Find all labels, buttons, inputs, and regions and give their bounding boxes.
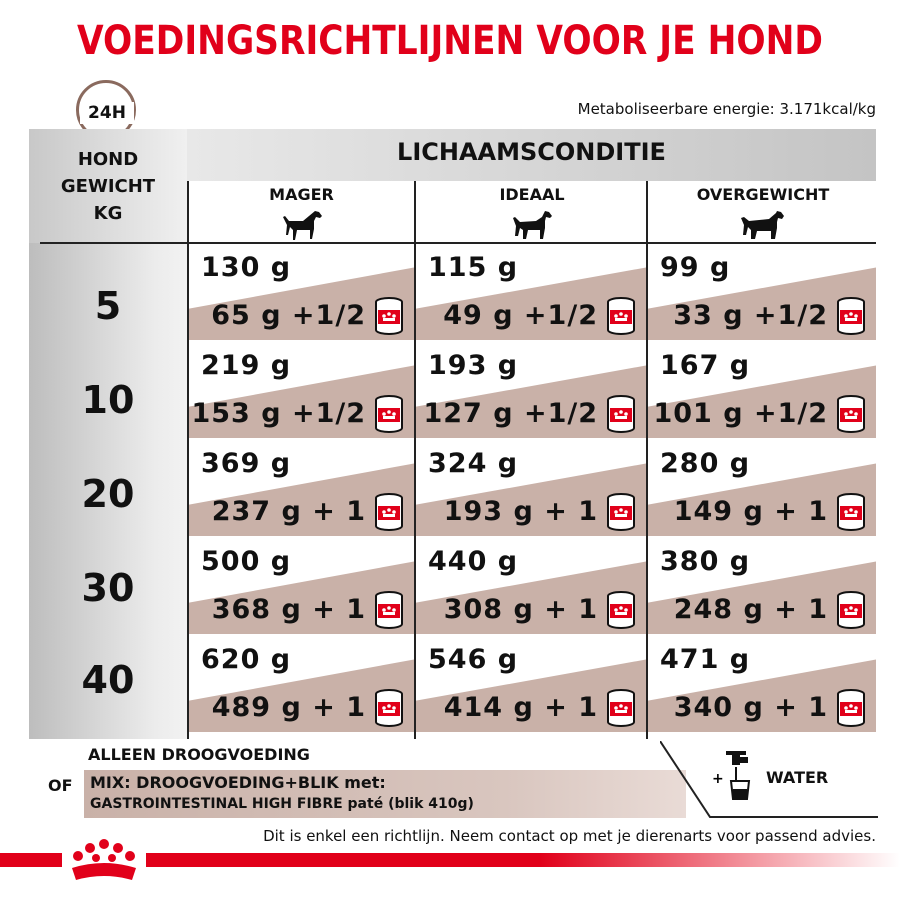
can-icon — [372, 590, 406, 634]
mix-amount: 33 g +1/2 — [673, 300, 828, 331]
mix-amount: 101 g +1/2 — [653, 398, 828, 429]
weight-label: 40 — [81, 658, 135, 702]
feeding-cell — [189, 538, 414, 636]
can-icon — [834, 688, 868, 732]
can-icon — [372, 492, 406, 536]
feeding-cell — [416, 538, 646, 636]
dry-amount: 440 g — [428, 546, 519, 577]
weight-label: 20 — [81, 472, 135, 516]
mix-amount: 414 g + 1 — [443, 692, 598, 723]
legend-dry-only: ALLEEN DROOGVOEDING — [88, 745, 310, 764]
dog-thin-icon — [279, 208, 325, 242]
mix-amount: 65 g +1/2 — [211, 300, 366, 331]
mix-amount: 149 g + 1 — [673, 496, 828, 527]
mix-amount: 193 g + 1 — [443, 496, 598, 527]
feeding-cell — [189, 636, 414, 734]
mix-amount: 49 g +1/2 — [443, 300, 598, 331]
water-plus: + — [712, 771, 724, 787]
mix-amount: 489 g + 1 — [211, 692, 366, 723]
dry-amount: 130 g — [201, 252, 292, 283]
can-icon — [834, 296, 868, 340]
legend-mix-line2: GASTROINTESTINAL HIGH FIBRE paté (blik 410g) — [90, 796, 474, 812]
can-icon — [834, 394, 868, 438]
dry-amount: 471 g — [660, 644, 751, 675]
dry-amount: 115 g — [428, 252, 519, 283]
dry-amount: 546 g — [428, 644, 519, 675]
dry-amount: 380 g — [660, 546, 751, 577]
dry-amount: 193 g — [428, 350, 519, 381]
feeding-cell — [189, 342, 414, 440]
royal-canin-crown-icon — [62, 836, 146, 888]
24h-label: 24H — [80, 102, 134, 124]
can-icon — [604, 394, 638, 438]
weight-label: 30 — [81, 566, 135, 610]
feeding-cell — [416, 342, 646, 440]
can-icon — [372, 688, 406, 732]
mix-amount: 340 g + 1 — [673, 692, 828, 723]
feeding-cell — [648, 440, 876, 538]
mix-amount: 153 g +1/2 — [191, 398, 366, 429]
mix-amount: 237 g + 1 — [211, 496, 366, 527]
dry-amount: 280 g — [660, 448, 751, 479]
can-icon — [834, 492, 868, 536]
dry-amount: 219 g — [201, 350, 292, 381]
feeding-cell — [648, 244, 876, 342]
dry-amount: 369 g — [201, 448, 292, 479]
dry-amount: 620 g — [201, 644, 292, 675]
can-icon — [372, 394, 406, 438]
feeding-cell — [416, 440, 646, 538]
water-label: WATER — [766, 768, 829, 787]
dog-overweight-icon — [739, 208, 787, 242]
mix-amount: 368 g + 1 — [211, 594, 366, 625]
can-icon — [372, 296, 406, 340]
can-icon — [604, 492, 638, 536]
energy-note: Metaboliseerbare energie: 3.171kcal/kg — [577, 100, 876, 118]
weight-label: 5 — [94, 284, 122, 328]
dry-amount: 167 g — [660, 350, 751, 381]
feeding-cell — [648, 636, 876, 734]
page-title: VOEDINGSRICHTLIJNEN VOOR JE HOND — [77, 18, 823, 64]
24h-badge — [72, 80, 144, 134]
feeding-cell — [416, 636, 646, 734]
can-icon — [604, 296, 638, 340]
weight-header: HOND GEWICHT KG — [60, 149, 156, 224]
dog-ideal-icon — [509, 208, 555, 242]
mix-amount: 248 g + 1 — [673, 594, 828, 625]
feeding-cell — [648, 342, 876, 440]
water-tap-icon — [726, 751, 749, 799]
dry-amount: 324 g — [428, 448, 519, 479]
column-header-thin: MAGER — [189, 181, 414, 243]
legend-or: OF — [48, 776, 73, 795]
column-header-ideal: IDEAAL — [418, 181, 646, 243]
feeding-cell — [189, 440, 414, 538]
can-icon — [604, 590, 638, 634]
legend-mix-line1: MIX: DROOGVOEDING+BLIK met: — [90, 773, 386, 792]
feeding-cell — [648, 538, 876, 636]
feeding-cell — [189, 244, 414, 342]
mix-amount: 127 g +1/2 — [423, 398, 598, 429]
can-icon — [604, 688, 638, 732]
disclaimer: Dit is enkel een richtlijn. Neem contact op met je dierenarts voor passend advies. — [263, 827, 876, 845]
condition-header: LICHAAMSCONDITIE — [397, 138, 666, 166]
column-header-overweight: OVERGEWICHT — [650, 181, 876, 243]
can-icon — [834, 590, 868, 634]
mix-amount: 308 g + 1 — [443, 594, 598, 625]
dry-amount: 500 g — [201, 546, 292, 577]
weight-label: 10 — [81, 378, 135, 422]
feeding-cell — [416, 244, 646, 342]
dry-amount: 99 g — [660, 252, 731, 283]
